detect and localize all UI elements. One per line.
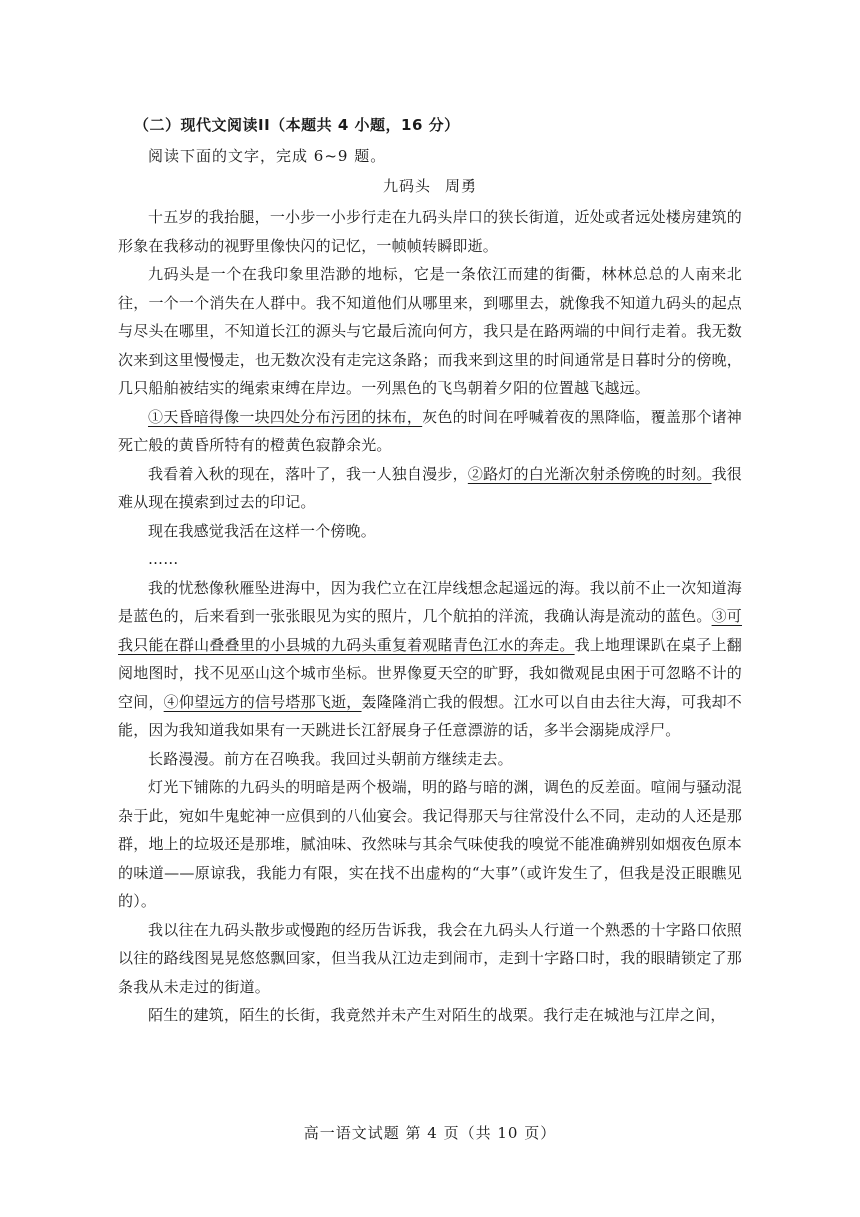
article-paragraph [118, 460, 742, 517]
paragraph-text: 我以往在九码头散步或慢跑的经历告诉我，我会在九码头人行道一个熟悉的十字路口依照以往的路线图晃晃悠悠飘回家，但当我从江边走到闹市，走到十字路口时，我的眼睛锁定了那条我从未走过的街道。 [118, 920, 742, 996]
article-author: 周勇 [445, 177, 478, 195]
paragraph-text: 九码头是一个在我印象里浩渺的地标，它是一条依江而建的街衢，林林总总的人南来北往，一个一个消失在人群中。我不知道他们从哪里来，到哪里去，就像我不知道九码头的起点与尽头在哪里，不知道长江的源头与它最后流向何方，我只是在路两端的中间行走着。我无数次来到这里慢慢走，也无数次没有走完这条路；而我来到这里的时间通常是日暮时分的傍晚，几只船舶被结实的绳索束缚在岸边。一列黑色的飞鸟朝着夕阳的位置越飞越远。 [118, 265, 742, 397]
underlined-sentence: ③可我只能在群山叠叠里的小县城的九码头重复着观睹青色江水的奔走。 [118, 607, 742, 654]
article-paragraph [118, 745, 742, 774]
underlined-sentence: ②路灯的白光渐次射杀傍晚的时刻。 [467, 464, 712, 483]
paragraph-text: 轰隆隆消亡我的假想。江水可以自由去往大海，可我却不能，因为我知道我如果有一天跳进长江舒展身子任意漂游的话，多半会溺毙成浮尸。 [118, 692, 742, 739]
underlined-sentence: ①天昏暗得像一块四处分布污团的抹布， [148, 407, 423, 426]
article-heading [0, 175, 860, 196]
article-paragraph [118, 403, 742, 460]
paragraph-text: …… [148, 550, 179, 568]
article-paragraph [118, 203, 742, 260]
instruction-text: 阅读下面的文字，完成 6~9 题。 [148, 147, 387, 165]
article-title: 九码头 [382, 177, 431, 195]
paragraph-text: 长路漫漫。前方在召唤我。我回过头朝前方继续走去。 [148, 749, 513, 768]
paragraph-text: 现在我感觉我活在这样一个傍晚。 [148, 521, 377, 540]
article-paragraph [118, 773, 742, 916]
article-paragraph [118, 574, 742, 745]
article-paragraph [118, 517, 742, 546]
article-paragraph [118, 545, 742, 574]
paragraph-text: 我看着入秋的现在，落叶了，我一人独自漫步， [148, 464, 468, 483]
article-paragraph [118, 260, 742, 403]
paragraph-text: 陌生的建筑，陌生的长街，我竟然并未产生对陌生的战栗。我行走在城池与江岸之间， [148, 1006, 726, 1024]
page-footer: 高一语文试题 第 4 页（共 10 页） [303, 1124, 557, 1142]
article-body [118, 203, 742, 1030]
paragraph-text: 灯光下铺陈的九码头的明暗是两个极端，明的路与暗的渊，调色的反差面。喧闹与骚动混杂于此，宛如牛鬼蛇神一应俱到的八仙宴会。我记得那天与往常没什么不同，走动的人还是那群，地上的垃圾还是那堆，腻油味、孜然味与其余气味使我的嗅觉不能准确辨别如烟夜色原本的味道——原谅我，我能力有限，实在找不出虚构的“大事”（或许发生了，但我是没正眼瞧见的）。 [118, 778, 742, 910]
paragraph-text: 灰色的时间在呼喊着夜的黑降临，覆盖那个诸神死亡般的黄昏所特有的橙黄色寂静余光。 [118, 407, 742, 454]
paragraph-text: 我的忧愁像秋雁坠进海中，因为我伫立在江岸线想念起遥远的海。我以前不止一次知道海是蓝色的，后来看到一张张眼见为实的照片，几个航拍的洋流，我确认海是流动的蓝色。 [118, 578, 742, 625]
paragraph-text: 我上地理课趴在桌子上翻阅地图时，找不见巫山这个城市坐标。世界像夏天空的旷野，我如微观昆虫困于可忽略不计的空间， [118, 635, 742, 711]
section-title: （二）现代文阅读II（本题共 4 小题，16 分） [134, 116, 460, 134]
article-paragraph [118, 1001, 742, 1030]
article-paragraph [118, 916, 742, 1002]
paragraph-text: 十五岁的我抬腿，一小步一小步行走在九码头岸口的狭长街道，近处或者远处楼房建筑的形象在我移动的视野里像快闪的记忆，一帧帧转瞬即逝。 [118, 208, 742, 255]
paragraph-text: 我很难从现在摸索到过去的印记。 [118, 464, 742, 511]
underlined-sentence: ④仰望远方的信号塔那飞逝， [163, 692, 362, 711]
